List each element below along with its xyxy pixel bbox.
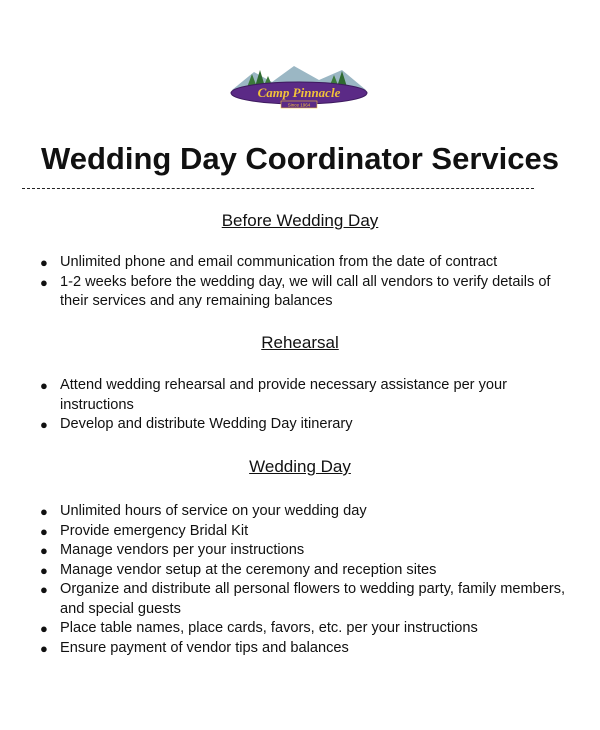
bullet-list bbox=[0, 502, 600, 658]
camp-pinnacle-logo bbox=[224, 60, 374, 112]
list-item-text: Ensure payment of vendor tips and balances bbox=[60, 639, 349, 656]
list-item-text: 1-2 weeks before the wedding day, we will call all vendors to verify details of their services and any remaining balances bbox=[60, 273, 551, 309]
list-item bbox=[0, 541, 600, 561]
logo-text: Camp Pinnacle bbox=[257, 85, 341, 100]
bullet-icon: ● bbox=[40, 504, 48, 519]
list-item bbox=[0, 273, 600, 312]
logo-tagline: Since 1964 bbox=[287, 102, 311, 108]
list-item-text: Attend wedding rehearsal and provide necessary assistance per your instructions bbox=[60, 377, 507, 413]
section-wedding-day bbox=[0, 456, 600, 658]
bullet-icon: ● bbox=[40, 621, 48, 636]
bullet-list bbox=[0, 253, 600, 312]
document-title: Wedding Day Coordinator Services bbox=[41, 141, 559, 176]
list-item-text: Unlimited phone and email communication from the date of contract bbox=[60, 254, 498, 270]
list-item-text: Provide emergency Bridal Kit bbox=[60, 522, 249, 539]
list-item-text: Place table names, place cards, favors, etc. per your instructions bbox=[60, 620, 478, 636]
section-heading: Before Wedding Day bbox=[221, 211, 379, 230]
list-item bbox=[0, 415, 600, 435]
bullet-icon: ● bbox=[40, 378, 48, 393]
list-item bbox=[0, 561, 600, 581]
section-before-wedding-day bbox=[0, 210, 600, 312]
list-item-text: Develop and distribute Wedding Day itinerary bbox=[60, 416, 353, 432]
list-item-text: Unlimited hours of service on your wedding day bbox=[60, 503, 367, 519]
list-item-text: Manage vendor setup at the ceremony and reception sites bbox=[60, 561, 437, 578]
bullet-list bbox=[0, 376, 600, 435]
list-item-text: Manage vendors per your instructions bbox=[60, 542, 305, 558]
bullet-icon: ● bbox=[40, 417, 48, 432]
section-heading: Rehearsal bbox=[261, 333, 339, 352]
bullet-icon: ● bbox=[40, 523, 48, 539]
bullet-icon: ● bbox=[40, 543, 48, 558]
bullet-icon: ● bbox=[40, 274, 48, 290]
section-rehearsal bbox=[0, 332, 600, 435]
list-item bbox=[0, 580, 600, 619]
list-item bbox=[0, 639, 600, 659]
bullet-icon: ● bbox=[40, 640, 48, 656]
list-item bbox=[0, 376, 600, 415]
bullet-icon: ● bbox=[40, 255, 48, 270]
list-item bbox=[0, 619, 600, 639]
section-heading: Wedding Day bbox=[249, 457, 351, 476]
list-item-text: Organize and distribute all personal flowers to wedding party, family members, and special guests bbox=[60, 581, 566, 617]
bullet-icon: ● bbox=[40, 562, 48, 578]
logo-graphic bbox=[224, 60, 374, 112]
list-item bbox=[0, 522, 600, 542]
list-item bbox=[0, 502, 600, 522]
title-divider bbox=[22, 188, 534, 189]
bullet-icon: ● bbox=[40, 582, 48, 597]
list-item bbox=[0, 253, 600, 273]
